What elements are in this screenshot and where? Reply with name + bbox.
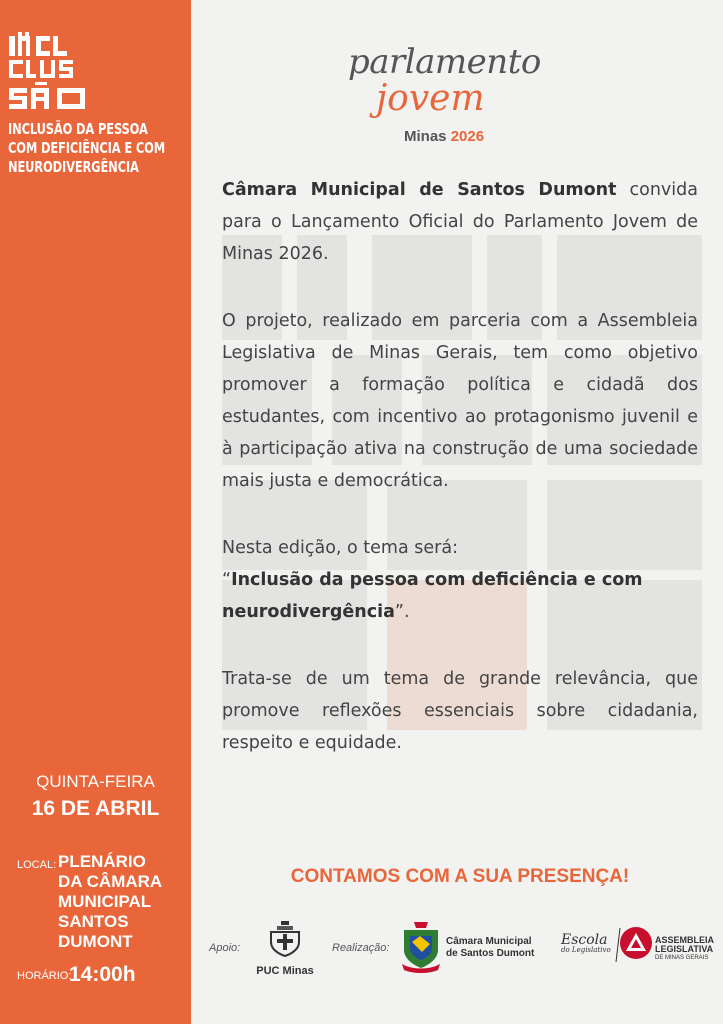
escola-name: Escola	[561, 932, 608, 948]
call-to-action: CONTAMOS COM A SUA PRESENÇA!	[290, 866, 630, 887]
location-line: PLENÁRIO	[58, 852, 146, 871]
event-time: 14:00h	[69, 963, 136, 986]
host-name: Câmara Municipal de Santos Dumont	[222, 180, 617, 200]
escola-legislativo-logo	[561, 932, 611, 954]
event-date: 16 DE ABRIL	[31, 797, 160, 820]
sidebar	[0, 0, 191, 1024]
brand-line-minas	[404, 128, 484, 145]
realizacao-label: Realização:	[332, 942, 390, 954]
apoio-label: Apoio:	[209, 942, 241, 954]
brand-minas: Minas	[404, 128, 447, 145]
camara-line: Câmara Municipal	[446, 936, 532, 947]
brand-line-jovem: jovem	[376, 78, 485, 119]
sponsors-footer	[205, 918, 715, 980]
location-line: SANTOS	[58, 912, 129, 931]
theme-subtitle	[8, 120, 189, 177]
puc-name: PUC Minas	[256, 965, 314, 977]
parlamento-jovem-logo	[340, 38, 540, 158]
brand-year: 2026	[450, 128, 485, 145]
paragraph-theme	[222, 564, 698, 628]
invite-text: convida para o Lançamento Oficial do Parlamento Jovem de Minas 2026.	[222, 180, 698, 264]
event-location	[58, 852, 188, 952]
local-label: LOCAL:	[17, 859, 57, 871]
event-weekday: QUINTA-FEIRA	[36, 772, 155, 791]
open-quote: “	[222, 570, 232, 590]
location-line: MUNICIPAL	[58, 892, 152, 911]
puc-minas-logo	[255, 920, 315, 977]
camara-name	[446, 936, 556, 960]
subtitle-line: INCLUSÃO DA PESSOA	[8, 120, 148, 138]
invitation-body	[222, 174, 698, 759]
paragraph-theme-intro: Nesta edição, o tema será:	[222, 538, 458, 558]
subtitle-line: COM DEFICIÊNCIA E COM	[8, 139, 166, 157]
almg-logo	[619, 926, 715, 965]
almg-sub: DE MINAS GERAIS	[655, 955, 709, 961]
location-line: DUMONT	[58, 932, 133, 951]
camara-line: de Santos Dumont	[446, 948, 535, 959]
camara-logo	[400, 920, 535, 981]
brand-line-parlamento: parlamento	[348, 42, 541, 82]
time-label: HORÁRIO:	[17, 970, 72, 982]
close-quote: ”.	[394, 602, 410, 622]
santos-dumont-crest-icon	[400, 920, 442, 976]
puc-crest-icon	[265, 920, 305, 958]
subtitle-line: NEURODIVERGÊNCIA	[8, 158, 139, 176]
location-line: DA CÂMARA	[58, 872, 163, 891]
theme-name: Inclusão da pessoa com deficiência e com neurodivergência	[222, 570, 643, 622]
almg-line: ASSEMBLEIA	[655, 935, 715, 945]
paragraph-invite	[222, 174, 698, 270]
inclusao-logo-icon	[9, 32, 89, 110]
escola-sub: do Legislativo	[561, 946, 611, 954]
almg-name	[655, 936, 723, 963]
almg-triangle-icon	[619, 926, 653, 960]
paragraph-project: O projeto, realizado em parceria com a Assembleia Legislativa de Minas Gerais, tem como objetivo promover a formação política e cidadã dos estudantes, com incentivo ao protagonismo juvenil e à participação ativa na construção de uma sociedade mais justa e democrática.	[222, 311, 698, 491]
almg-line: LEGISLATIVA	[655, 944, 714, 954]
paragraph-relevance: Trata-se de um tema de grande relevância, que promove reflexões essenciais sobre cidadania, respeito e equidade.	[222, 669, 698, 753]
